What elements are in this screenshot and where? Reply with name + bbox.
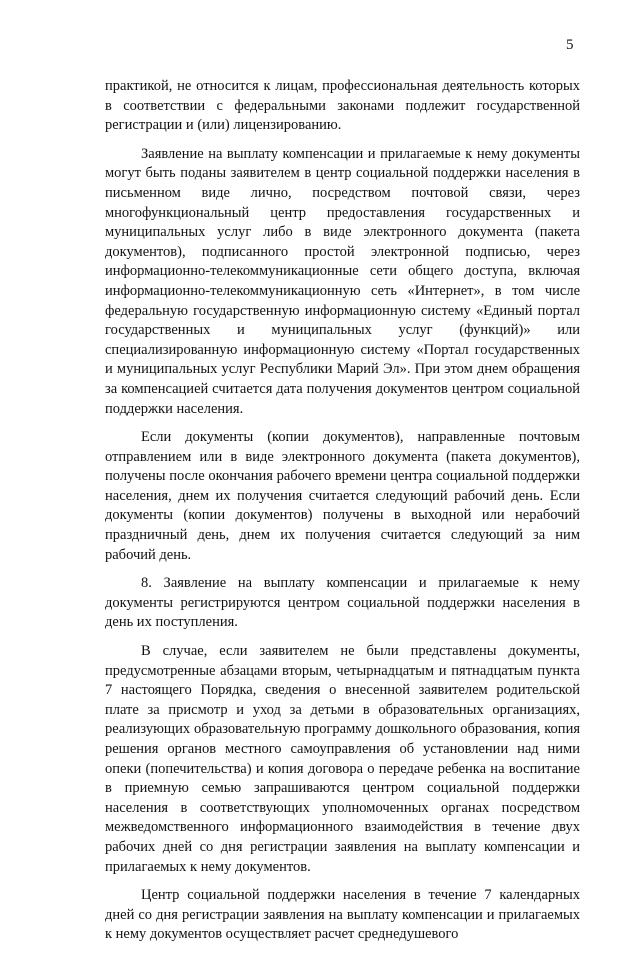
paragraph: В случае, если заявителем не были представлены документы, предусмотренные абзацами вторым, четырнадцатым и пятнадцатым пункта 7 настоящего Порядка, сведения о внесенной заявителем родительской плате за присмотр и уход за детьми в образовательных организациях, реализующих образовательную программу дошкольного образования, копия решения органов местного самоуправления об установлении над ними опеки (попечительства) и копия договора о передаче ребенка на воспитание в приемную семью запрашиваются центром социальной поддержки населения в соответствующих уполномоченных органах посредством межведомственного информационного взаимодействия в течение двух рабочих дней со дня регистрации заявления на выплату компенсации и прилагаемых к нему документов. xyxy=(105,643,580,875)
paragraph: 8. Заявление на выплату компенсации и прилагаемые к нему документы регистрируются центром социальной поддержки населения в день их поступления. xyxy=(105,575,580,631)
paragraph: Заявление на выплату компенсации и прилагаемые к нему документы могут быть поданы заявителем в центр социальной поддержки населения в письменном виде лично, посредством почтовой связи, через многофункциональный центр предоставления государственных и муниципальных услуг либо в виде электронного документа (пакета документов), подписанного простой электронной подписью, через информационно-телекоммуникационные сети общего доступа, включая информационно-телекоммуникационную сеть «Интернет», в том числе федеральную государственную информационную систему «Единый портал государственных и муниципальных услуг (функций)» или специализированную информационную систему «Портал государственных и муниципальных услуг Республики Марий Эл». При этом днем обращения за компенсацией считается дата получения документов центром социальной поддержки населения. xyxy=(105,145,580,417)
paragraph: Центр социальной поддержки населения в течение 7 календарных дней со дня регистрации заявления на выплату компенсации и прилагаемых к нему документов осуществляет расчет среднедушевого xyxy=(105,887,580,943)
paragraph: Если документы (копии документов), направленные почтовым отправлением или в виде электронного документа (пакета документов), получены после окончания рабочего времени центра социальной поддержки населения, днем их получения считается следующий рабочий день. Если документы (копии документов) получены в выходной или нерабочий праздничный день, днем их получения считается следующий за ним рабочий день. xyxy=(105,429,580,563)
document-body xyxy=(105,77,580,954)
paragraph: практикой, не относится к лицам, профессиональная деятельность которых в соответствии с федеральными законами подлежит государственной регистрации и (или) лицензированию. xyxy=(105,78,580,134)
page-number: 5 xyxy=(566,37,574,53)
